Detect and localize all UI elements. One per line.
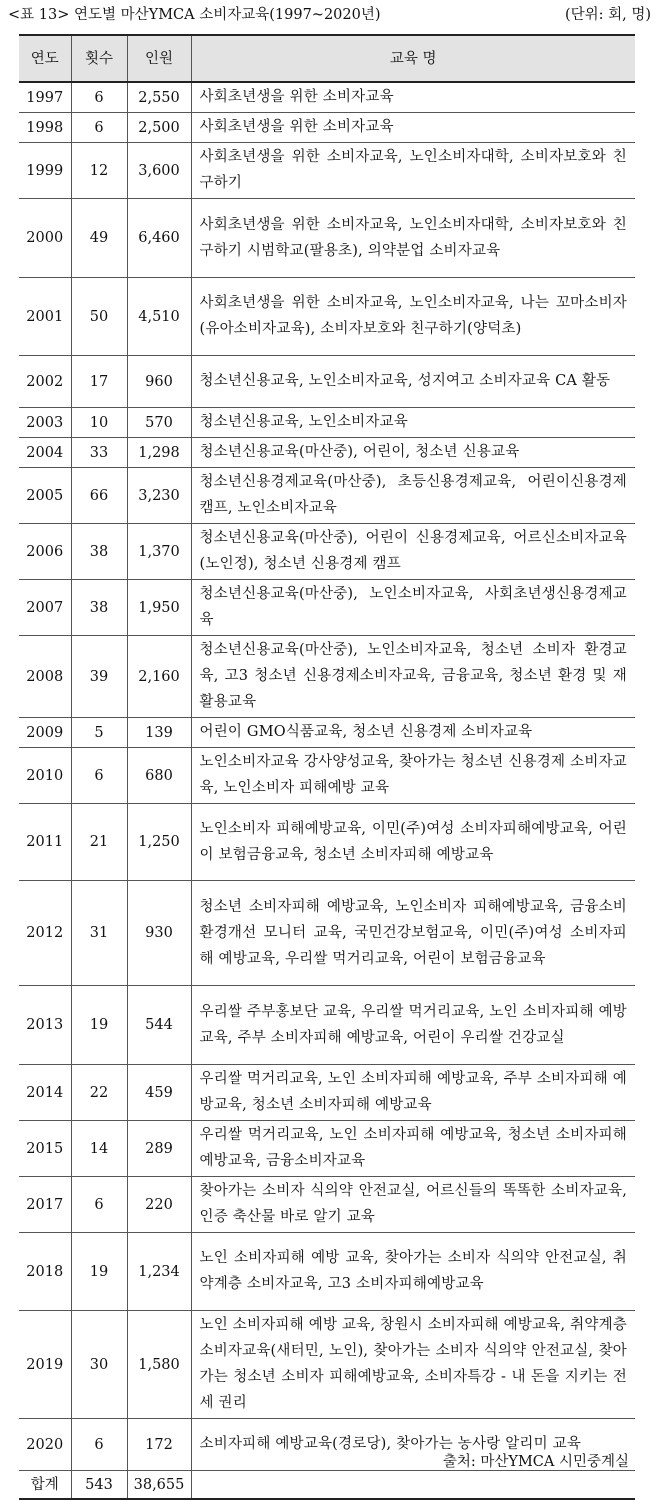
- cell-year: 1997: [19, 82, 71, 113]
- total-label: 합계: [19, 1471, 71, 1500]
- cell-education: 노인소비자교육 강사양성교육, 찾아가는 청소년 신용경제 소비자교육, 노인소비자 피해예방 교육: [191, 748, 635, 804]
- cell-year: 2018: [19, 1233, 71, 1311]
- cell-year: 1999: [19, 143, 71, 199]
- cell-year: 2004: [19, 438, 71, 468]
- cell-count: 5: [71, 718, 127, 748]
- cell-education: 노인 소비자피해 예방 교육, 찾아가는 소비자 식의약 안전교실, 취약계층 소비자교육, 고3 소비자피해예방교육: [191, 1233, 635, 1311]
- cell-count: 14: [71, 1121, 127, 1177]
- table-header-row: [19, 35, 635, 82]
- cell-year: 2001: [19, 278, 71, 356]
- cell-count: 38: [71, 524, 127, 580]
- unit-note: (단위: 회, 명): [564, 7, 651, 23]
- cell-count: 6: [71, 1419, 127, 1471]
- cell-people: 544: [127, 986, 191, 1065]
- cell-people: 4,510: [127, 278, 191, 356]
- cell-count: 50: [71, 278, 127, 356]
- cell-people: 570: [127, 408, 191, 438]
- total-row: [19, 1471, 635, 1500]
- cell-count: 21: [71, 804, 127, 881]
- table-row: [19, 580, 635, 636]
- cell-education: 노인 소비자피해 예방 교육, 창원시 소비자피해 예방교육, 취약계층 소비자교육(새터민, 노인), 찾아가는 소비자 식의약 안전교실, 찾아가는 청소년 소비자 피해예방교육, 소비자특강 - 내 돈을 지키는 전세 권리: [191, 1311, 635, 1419]
- table-row: [19, 278, 635, 356]
- cell-education: 청소년 소비자피해 예방교육, 노인소비자 피해예방교육, 금융소비환경개선 모니터 교육, 국민건강보험교육, 이민(주)여성 소비자피해 예방교육, 우리쌀 먹거리교육, 어린이 보험금융교육: [191, 881, 635, 986]
- cell-year: 2019: [19, 1311, 71, 1419]
- cell-people: 459: [127, 1065, 191, 1121]
- cell-year: 2013: [19, 986, 71, 1065]
- cell-education: 어린이 GMO식품교육, 청소년 신용경제 소비자교육: [191, 718, 635, 748]
- table-row: [19, 468, 635, 524]
- cell-education: 사회초년생을 위한 소비자교육, 노인소비자교육, 나는 꼬마소비자(유아소비자교육), 소비자보호와 친구하기(양덕초): [191, 278, 635, 356]
- cell-education: 사회초년생을 위한 소비자교육: [191, 82, 635, 113]
- header-education: 교육 명: [191, 35, 635, 82]
- table-title: <표 13> 연도별 마산YMCA 소비자교육(1997~2020년): [8, 7, 381, 23]
- table-body: [19, 82, 635, 1499]
- cell-people: 139: [127, 718, 191, 748]
- cell-year: 2015: [19, 1121, 71, 1177]
- cell-count: 30: [71, 1311, 127, 1419]
- table-row: [19, 524, 635, 580]
- cell-year: 2007: [19, 580, 71, 636]
- cell-people: 1,950: [127, 580, 191, 636]
- cell-year: 2020: [19, 1419, 71, 1471]
- cell-people: 680: [127, 748, 191, 804]
- table-row: [19, 1065, 635, 1121]
- cell-people: 960: [127, 356, 191, 408]
- cell-education: 사회초년생을 위한 소비자교육, 노인소비자대학, 소비자보호와 친구하기: [191, 143, 635, 199]
- cell-people: 1,370: [127, 524, 191, 580]
- cell-people: 6,460: [127, 199, 191, 278]
- table-row: [19, 438, 635, 468]
- table-row: [19, 1311, 635, 1419]
- table-row: [19, 804, 635, 881]
- cell-education: 찾아가는 소비자 식의약 안전교실, 어르신들의 똑똑한 소비자교육, 인증 축산물 바로 알기 교육: [191, 1177, 635, 1233]
- source-note: 출처: 마산YMCA 시민중계실: [442, 1454, 629, 1470]
- cell-education: 청소년신용교육, 노인소비자교육: [191, 408, 635, 438]
- table-row: [19, 636, 635, 718]
- cell-education: 청소년신용교육(마산중), 어린이 신용경제교육, 어르신소비자교육(노인정), 청소년 신용경제 캠프: [191, 524, 635, 580]
- table-row: [19, 199, 635, 278]
- total-education: [191, 1471, 635, 1500]
- cell-year: 2012: [19, 881, 71, 986]
- table-row: [19, 408, 635, 438]
- cell-count: 6: [71, 113, 127, 143]
- cell-year: 2003: [19, 408, 71, 438]
- cell-count: 49: [71, 199, 127, 278]
- cell-education: 청소년신용교육, 노인소비자교육, 성지여고 소비자교육 CA 활동: [191, 356, 635, 408]
- cell-education: 청소년신용경제교육(마산중), 초등신용경제교육, 어린이신용경제캠프, 노인소비자교육: [191, 468, 635, 524]
- table-row: [19, 143, 635, 199]
- cell-people: 1,250: [127, 804, 191, 881]
- table-row: [19, 113, 635, 143]
- education-table: [19, 34, 635, 1500]
- cell-count: 17: [71, 356, 127, 408]
- table-row: [19, 881, 635, 986]
- cell-count: 39: [71, 636, 127, 718]
- cell-count: 31: [71, 881, 127, 986]
- cell-year: 2002: [19, 356, 71, 408]
- table-row: [19, 82, 635, 113]
- cell-count: 19: [71, 986, 127, 1065]
- cell-people: 289: [127, 1121, 191, 1177]
- cell-education: 우리쌀 주부홍보단 교육, 우리쌀 먹거리교육, 노인 소비자피해 예방교육, 주부 소비자피해 예방교육, 어린이 우리쌀 건강교실: [191, 986, 635, 1065]
- cell-year: 2005: [19, 468, 71, 524]
- table-row: [19, 748, 635, 804]
- cell-count: 22: [71, 1065, 127, 1121]
- cell-people: 172: [127, 1419, 191, 1471]
- cell-year: 2010: [19, 748, 71, 804]
- table-caption: [4, 4, 651, 26]
- cell-year: 2017: [19, 1177, 71, 1233]
- cell-education: 청소년신용교육(마산중), 어린이, 청소년 신용교육: [191, 438, 635, 468]
- cell-people: 1,298: [127, 438, 191, 468]
- cell-people: 220: [127, 1177, 191, 1233]
- cell-count: 38: [71, 580, 127, 636]
- cell-education: 청소년신용교육(마산중), 노인소비자교육, 청소년 소비자 환경교육, 고3 청소년 신용경제소비자교육, 금융교육, 청소년 환경 및 재활용교육: [191, 636, 635, 718]
- cell-count: 33: [71, 438, 127, 468]
- cell-year: 1998: [19, 113, 71, 143]
- cell-people: 1,234: [127, 1233, 191, 1311]
- cell-education: 노인소비자 피해예방교육, 이민(주)여성 소비자피해예방교육, 어린이 보험금융교육, 청소년 소비자피해 예방교육: [191, 804, 635, 881]
- cell-count: 6: [71, 82, 127, 113]
- header-count: 횟수: [71, 35, 127, 82]
- header-year: 연도: [19, 35, 71, 82]
- total-count: 543: [71, 1471, 127, 1500]
- cell-people: 3,600: [127, 143, 191, 199]
- cell-count: 6: [71, 748, 127, 804]
- table-row: [19, 356, 635, 408]
- cell-year: 2000: [19, 199, 71, 278]
- table-row: [19, 986, 635, 1065]
- cell-education: 우리쌀 먹거리교육, 노인 소비자피해 예방교육, 청소년 소비자피해 예방교육, 금융소비자교육: [191, 1121, 635, 1177]
- cell-count: 19: [71, 1233, 127, 1311]
- cell-count: 66: [71, 468, 127, 524]
- cell-year: 2008: [19, 636, 71, 718]
- cell-education: 소비자피해 예방교육(경로당), 찾아가는 농사랑 알리미 교육: [191, 1419, 635, 1471]
- cell-people: 2,160: [127, 636, 191, 718]
- cell-people: 2,550: [127, 82, 191, 113]
- cell-people: 2,500: [127, 113, 191, 143]
- cell-year: 2009: [19, 718, 71, 748]
- cell-year: 2006: [19, 524, 71, 580]
- cell-people: 930: [127, 881, 191, 986]
- cell-education: 사회초년생을 위한 소비자교육: [191, 113, 635, 143]
- table-row: [19, 718, 635, 748]
- table-row: [19, 1233, 635, 1311]
- cell-people: 3,230: [127, 468, 191, 524]
- cell-count: 10: [71, 408, 127, 438]
- total-people: 38,655: [127, 1471, 191, 1500]
- cell-education: 청소년신용교육(마산중), 노인소비자교육, 사회초년생신용경제교육: [191, 580, 635, 636]
- table-row: [19, 1121, 635, 1177]
- cell-count: 6: [71, 1177, 127, 1233]
- header-people: 인원: [127, 35, 191, 82]
- cell-people: 1,580: [127, 1311, 191, 1419]
- cell-education: 사회초년생을 위한 소비자교육, 노인소비자대학, 소비자보호와 친구하기 시범학교(팔용초), 의약분업 소비자교육: [191, 199, 635, 278]
- table-row: [19, 1177, 635, 1233]
- cell-education: 우리쌀 먹거리교육, 노인 소비자피해 예방교육, 주부 소비자피해 예방교육, 청소년 소비자피해 예방교육: [191, 1065, 635, 1121]
- cell-year: 2014: [19, 1065, 71, 1121]
- cell-count: 12: [71, 143, 127, 199]
- cell-year: 2011: [19, 804, 71, 881]
